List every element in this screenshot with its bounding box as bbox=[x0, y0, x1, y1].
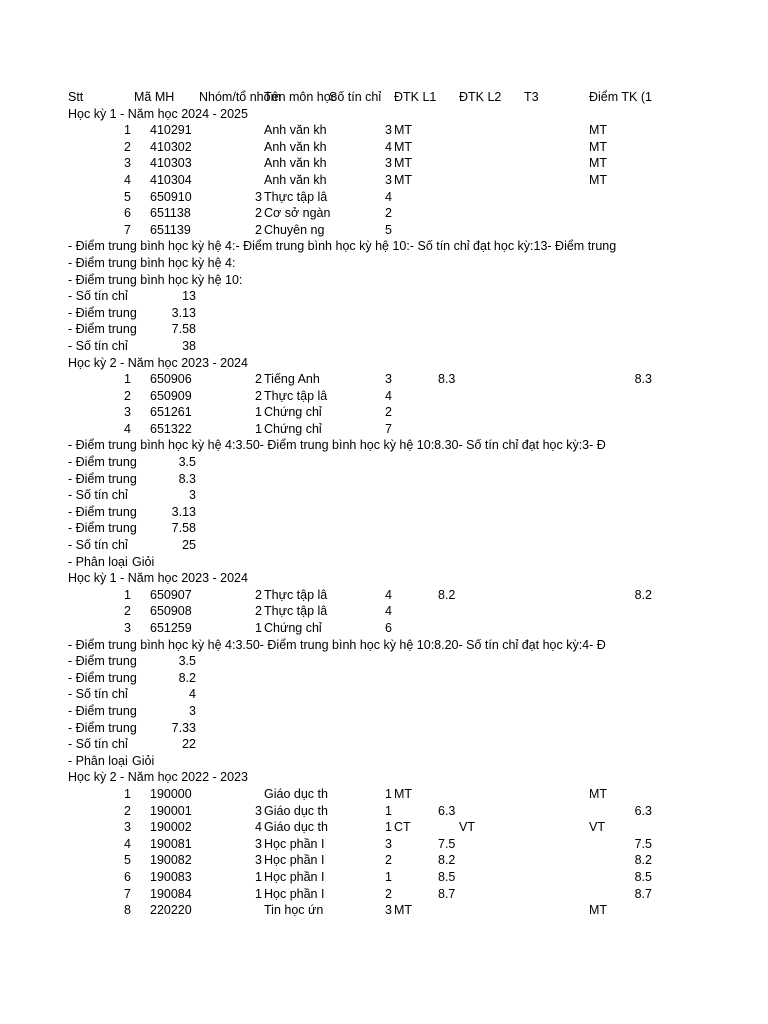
summary-value: 7.58 bbox=[171, 521, 196, 536]
summary-value: 3.5 bbox=[178, 654, 196, 669]
course-t3: VT bbox=[459, 820, 475, 835]
summary-value: 7.58 bbox=[171, 322, 196, 337]
course-dtk-l2: 6.3 bbox=[438, 803, 456, 818]
course-row bbox=[68, 205, 656, 222]
course-name: Giáo dục th bbox=[264, 803, 328, 818]
summary-item bbox=[68, 305, 656, 322]
course-stt: 5 bbox=[124, 189, 131, 204]
header-stt: Stt bbox=[68, 90, 84, 104]
course-credits: 2 bbox=[385, 405, 392, 420]
course-diem-tk-score: 8.7 bbox=[634, 886, 652, 901]
course-group: 2 bbox=[255, 222, 262, 237]
course-stt: 2 bbox=[124, 604, 131, 619]
summary-label: - Điểm trung bbox=[68, 654, 137, 669]
course-stt: 5 bbox=[124, 853, 131, 868]
summary-item bbox=[68, 720, 656, 737]
summary-item bbox=[68, 454, 656, 471]
summary-item bbox=[68, 537, 656, 554]
classification-item bbox=[68, 753, 656, 770]
course-name: Anh văn kh bbox=[264, 156, 327, 171]
course-stt: 4 bbox=[124, 836, 131, 851]
course-name: Thực tập lâ bbox=[264, 587, 328, 602]
course-row bbox=[68, 902, 656, 919]
course-row bbox=[68, 388, 656, 405]
header-row bbox=[68, 89, 656, 106]
course-name: Giáo dục th bbox=[264, 820, 328, 835]
course-stt: 2 bbox=[124, 388, 131, 403]
course-credits: 2 bbox=[385, 886, 392, 901]
summary-item bbox=[68, 471, 656, 488]
classification-label: - Phân loại bbox=[68, 753, 128, 768]
course-row bbox=[68, 587, 656, 604]
summary-item bbox=[68, 736, 656, 753]
summary-value: 3.5 bbox=[178, 455, 196, 470]
course-code: 190002 bbox=[150, 820, 192, 835]
course-group: 2 bbox=[255, 587, 262, 602]
course-code: 650907 bbox=[150, 587, 192, 602]
course-group: 4 bbox=[255, 820, 262, 835]
summary-line-text: - Điểm trung bình học kỳ hệ 4:3.50- Điểm trung bình học kỳ hệ 10:8.30- Số tín chỉ đạt học kỳ:3- Đ bbox=[68, 438, 606, 453]
course-stt: 1 bbox=[124, 372, 131, 387]
course-row bbox=[68, 869, 656, 886]
classification-value: Giỏi bbox=[132, 753, 155, 768]
summary-line bbox=[68, 238, 656, 255]
summary-item bbox=[68, 670, 656, 687]
course-group: 1 bbox=[255, 405, 262, 420]
course-stt: 7 bbox=[124, 886, 131, 901]
course-credits: 6 bbox=[385, 621, 392, 635]
course-stt: 8 bbox=[124, 903, 131, 918]
semester-title bbox=[68, 769, 656, 786]
course-dtk-l2: 8.2 bbox=[438, 853, 456, 868]
summary-label: - Số tín chỉ bbox=[68, 538, 128, 553]
summary-label: - Số tín chỉ bbox=[68, 289, 128, 304]
semester-title-text: Học kỳ 2 - Năm học 2022 - 2023 bbox=[68, 770, 248, 785]
summary-value: 7.33 bbox=[171, 720, 196, 735]
course-dtk-l2: 8.7 bbox=[438, 886, 456, 901]
course-row bbox=[68, 620, 656, 637]
course-diem-tk-score: 8.2 bbox=[634, 587, 652, 602]
course-credits: 4 bbox=[385, 388, 392, 403]
course-name: Thực tập lâ bbox=[264, 189, 328, 204]
summary-item bbox=[68, 338, 656, 355]
course-code: 650906 bbox=[150, 372, 192, 387]
course-group: 3 bbox=[255, 853, 262, 868]
summary-label: - Điểm trung bbox=[68, 305, 137, 320]
classification-value: Giỏi bbox=[132, 554, 155, 569]
course-credits: 4 bbox=[385, 139, 392, 154]
course-code: 410302 bbox=[150, 139, 192, 154]
summary-line-text: - Điểm trung bình học kỳ hệ 10: bbox=[68, 272, 243, 287]
course-name: Học phần I bbox=[264, 853, 325, 868]
course-dtk-l2: 7.5 bbox=[438, 836, 456, 851]
course-code: 190000 bbox=[150, 786, 192, 801]
course-credits: 2 bbox=[385, 206, 392, 221]
course-dtk-l1: MT bbox=[394, 139, 413, 154]
course-group: 2 bbox=[255, 372, 262, 387]
course-row bbox=[68, 139, 656, 156]
course-dtk-l1: MT bbox=[394, 786, 413, 801]
course-diem-tk-score: 7.5 bbox=[634, 836, 652, 851]
course-row bbox=[68, 819, 656, 836]
course-row bbox=[68, 421, 656, 438]
course-code: 190081 bbox=[150, 836, 192, 851]
course-credits: 4 bbox=[385, 604, 392, 619]
summary-item bbox=[68, 653, 656, 670]
course-diem-tk: MT bbox=[589, 139, 608, 154]
summary-value: 8.2 bbox=[178, 670, 196, 685]
course-code: 410291 bbox=[150, 123, 192, 138]
course-row bbox=[68, 836, 656, 853]
course-diem-tk: MT bbox=[589, 172, 608, 187]
course-name: Chuyên ng bbox=[264, 222, 325, 237]
semester-title-text: Học kỳ 2 - Năm học 2023 - 2024 bbox=[68, 355, 248, 370]
course-row bbox=[68, 371, 656, 388]
course-stt: 1 bbox=[124, 786, 131, 801]
course-stt: 3 bbox=[124, 156, 131, 171]
course-dtk-l1: MT bbox=[394, 156, 413, 171]
course-group: 2 bbox=[255, 388, 262, 403]
course-code: 651261 bbox=[150, 405, 192, 420]
summary-item bbox=[68, 520, 656, 537]
course-credits: 2 bbox=[385, 853, 392, 868]
summary-label: - Điểm trung bbox=[68, 703, 137, 718]
summary-value: 38 bbox=[182, 338, 196, 353]
course-diem-tk-score: 6.3 bbox=[634, 803, 652, 818]
course-dtk-l1: MT bbox=[394, 172, 413, 187]
course-name: Chứng chỉ bbox=[264, 621, 322, 635]
semester-title-text: Học kỳ 1 - Năm học 2023 - 2024 bbox=[68, 571, 248, 586]
summary-label: - Điểm trung bbox=[68, 471, 137, 486]
spreadsheet-page bbox=[68, 89, 656, 919]
summary-line-text: - Điểm trung bình học kỳ hệ 4: bbox=[68, 255, 236, 270]
course-group: 1 bbox=[255, 621, 262, 635]
summary-line bbox=[68, 637, 656, 654]
course-row bbox=[68, 852, 656, 869]
course-credits: 3 bbox=[385, 903, 392, 918]
semester-title bbox=[68, 106, 656, 123]
course-group: 1 bbox=[255, 886, 262, 901]
course-code: 650908 bbox=[150, 604, 192, 619]
course-diem-tk: MT bbox=[589, 123, 608, 138]
summary-value: 4 bbox=[189, 687, 196, 702]
summary-label: - Điểm trung bbox=[68, 670, 137, 685]
course-code: 651138 bbox=[150, 206, 191, 221]
summary-label: - Điểm trung bbox=[68, 504, 137, 519]
course-diem-tk-score: 8.5 bbox=[634, 869, 652, 884]
course-stt: 1 bbox=[124, 587, 131, 602]
summary-label: - Số tín chỉ bbox=[68, 687, 128, 702]
summary-item bbox=[68, 686, 656, 703]
course-code: 410304 bbox=[150, 172, 192, 187]
grade-rows bbox=[68, 106, 656, 919]
course-credits: 3 bbox=[385, 372, 392, 387]
course-group: 1 bbox=[255, 421, 262, 436]
course-group: 3 bbox=[255, 836, 262, 851]
course-credits: 3 bbox=[385, 123, 392, 138]
classification-label: - Phân loại bbox=[68, 554, 128, 569]
summary-label: - Số tín chỉ bbox=[68, 338, 128, 353]
course-credits: 5 bbox=[385, 222, 392, 237]
course-diem-tk: VT bbox=[589, 820, 605, 835]
course-name: Anh văn kh bbox=[264, 172, 327, 187]
summary-label: - Số tín chỉ bbox=[68, 488, 128, 503]
course-name: Chứng chỉ bbox=[264, 421, 322, 436]
course-credits: 3 bbox=[385, 836, 392, 851]
course-group: 2 bbox=[255, 206, 262, 221]
course-stt: 6 bbox=[124, 869, 131, 884]
course-code: 190084 bbox=[150, 886, 192, 901]
course-stt: 2 bbox=[124, 803, 131, 818]
course-stt: 4 bbox=[124, 421, 131, 436]
course-stt: 3 bbox=[124, 405, 131, 420]
course-name: Học phần I bbox=[264, 836, 325, 851]
header-nhom-to: Nhóm/tổ nhóm bbox=[199, 90, 281, 104]
summary-value: 22 bbox=[182, 737, 196, 752]
course-credits: 1 bbox=[385, 786, 392, 801]
semester-title bbox=[68, 570, 656, 587]
course-stt: 2 bbox=[124, 139, 131, 154]
summary-value: 3 bbox=[189, 488, 196, 503]
summary-value: 13 bbox=[182, 289, 196, 304]
course-code: 190083 bbox=[150, 869, 192, 884]
summary-value: 25 bbox=[182, 538, 196, 553]
course-stt: 4 bbox=[124, 172, 131, 187]
course-row bbox=[68, 886, 656, 903]
course-stt: 3 bbox=[124, 820, 131, 835]
summary-item bbox=[68, 703, 656, 720]
course-code: 650910 bbox=[150, 189, 192, 204]
course-name: Anh văn kh bbox=[264, 139, 327, 154]
summary-item bbox=[68, 321, 656, 338]
summary-line-text: - Điểm trung bình học kỳ hệ 4:- Điểm trung bình học kỳ hệ 10:- Số tín chỉ đạt học kỳ:13- Điểm trung bbox=[68, 239, 617, 254]
summary-value: 3 bbox=[189, 703, 196, 718]
summary-value: 8.3 bbox=[178, 471, 196, 486]
summary-line bbox=[68, 255, 656, 272]
course-diem-tk: MT bbox=[589, 786, 608, 801]
summary-label: - Điểm trung bbox=[68, 322, 137, 337]
course-group: 3 bbox=[255, 189, 262, 204]
course-stt: 7 bbox=[124, 222, 131, 237]
course-diem-tk-score: 8.2 bbox=[634, 853, 652, 868]
course-code: 220220 bbox=[150, 903, 192, 918]
course-credits: 3 bbox=[385, 156, 392, 171]
summary-label: - Điểm trung bbox=[68, 455, 137, 470]
header-dtk-l2: ĐTK L2 bbox=[459, 90, 502, 104]
course-name: Tiếng Anh bbox=[264, 372, 320, 387]
course-dtk-l2: 8.5 bbox=[438, 869, 456, 884]
summary-label: - Điểm trung bbox=[68, 521, 137, 536]
header-ma-mh: Mã MH bbox=[134, 90, 175, 104]
course-credits: 4 bbox=[385, 587, 392, 602]
course-row bbox=[68, 155, 656, 172]
course-diem-tk: MT bbox=[589, 903, 608, 918]
course-name: Học phần I bbox=[264, 886, 325, 901]
summary-line-text: - Điểm trung bình học kỳ hệ 4:3.50- Điểm trung bình học kỳ hệ 10:8.20- Số tín chỉ đạt học kỳ:4- Đ bbox=[68, 637, 606, 652]
course-credits: 4 bbox=[385, 189, 392, 204]
course-code: 651322 bbox=[150, 421, 192, 436]
course-row bbox=[68, 786, 656, 803]
course-diem-tk: MT bbox=[589, 156, 608, 171]
course-stt: 1 bbox=[124, 123, 131, 138]
course-row bbox=[68, 404, 656, 421]
course-row bbox=[68, 172, 656, 189]
course-group: 3 bbox=[255, 803, 262, 818]
course-row bbox=[68, 603, 656, 620]
course-group: 2 bbox=[255, 604, 262, 619]
course-row bbox=[68, 803, 656, 820]
summary-label: - Điểm trung bbox=[68, 720, 137, 735]
course-name: Học phần I bbox=[264, 869, 325, 884]
course-dtk-l2: 8.3 bbox=[438, 372, 456, 387]
course-row bbox=[68, 222, 656, 239]
header-so-tin-chi: Số tín chỉ bbox=[329, 90, 382, 104]
summary-value: 3.13 bbox=[171, 305, 196, 320]
course-stt: 3 bbox=[124, 621, 131, 635]
course-credits: 1 bbox=[385, 820, 392, 835]
course-dtk-l2: 8.2 bbox=[438, 587, 456, 602]
course-code: 190001 bbox=[150, 803, 192, 818]
header-t3: T3 bbox=[524, 90, 539, 104]
course-name: Tin học ứn bbox=[264, 903, 324, 918]
summary-item bbox=[68, 504, 656, 521]
course-group: 1 bbox=[255, 869, 262, 884]
course-name: Thực tập lâ bbox=[264, 388, 328, 403]
course-name: Chứng chỉ bbox=[264, 405, 322, 420]
summary-item bbox=[68, 288, 656, 305]
course-credits: 1 bbox=[385, 869, 392, 884]
header-diem-tk: Điểm TK (1 bbox=[589, 90, 652, 104]
course-code: 651259 bbox=[150, 621, 192, 635]
summary-label: - Số tín chỉ bbox=[68, 737, 128, 752]
course-diem-tk-score: 8.3 bbox=[634, 372, 652, 387]
course-credits: 3 bbox=[385, 172, 392, 187]
course-name: Thực tập lâ bbox=[264, 604, 328, 619]
course-code: 410303 bbox=[150, 156, 192, 171]
course-code: 651139 bbox=[150, 222, 191, 237]
course-dtk-l1: CT bbox=[394, 820, 411, 835]
summary-value: 3.13 bbox=[171, 504, 196, 519]
course-credits: 7 bbox=[385, 421, 392, 436]
header-dtk-l1: ĐTK L1 bbox=[394, 90, 437, 104]
classification-item bbox=[68, 554, 656, 571]
semester-title bbox=[68, 355, 656, 372]
summary-item bbox=[68, 487, 656, 504]
semester-title-text: Học kỳ 1 - Năm học 2024 - 2025 bbox=[68, 106, 248, 121]
summary-line bbox=[68, 272, 656, 289]
course-credits: 1 bbox=[385, 803, 392, 818]
course-dtk-l1: MT bbox=[394, 903, 413, 918]
course-code: 650909 bbox=[150, 388, 192, 403]
course-name: Cơ sở ngàn bbox=[264, 206, 331, 221]
course-dtk-l1: MT bbox=[394, 123, 413, 138]
course-name: Giáo dục th bbox=[264, 786, 328, 801]
course-row bbox=[68, 189, 656, 206]
course-code: 190082 bbox=[150, 853, 192, 868]
header-ten-mon: Tên môn học bbox=[264, 90, 337, 104]
course-name: Anh văn kh bbox=[264, 123, 327, 138]
course-row bbox=[68, 122, 656, 139]
summary-line bbox=[68, 437, 656, 454]
course-stt: 6 bbox=[124, 206, 131, 221]
